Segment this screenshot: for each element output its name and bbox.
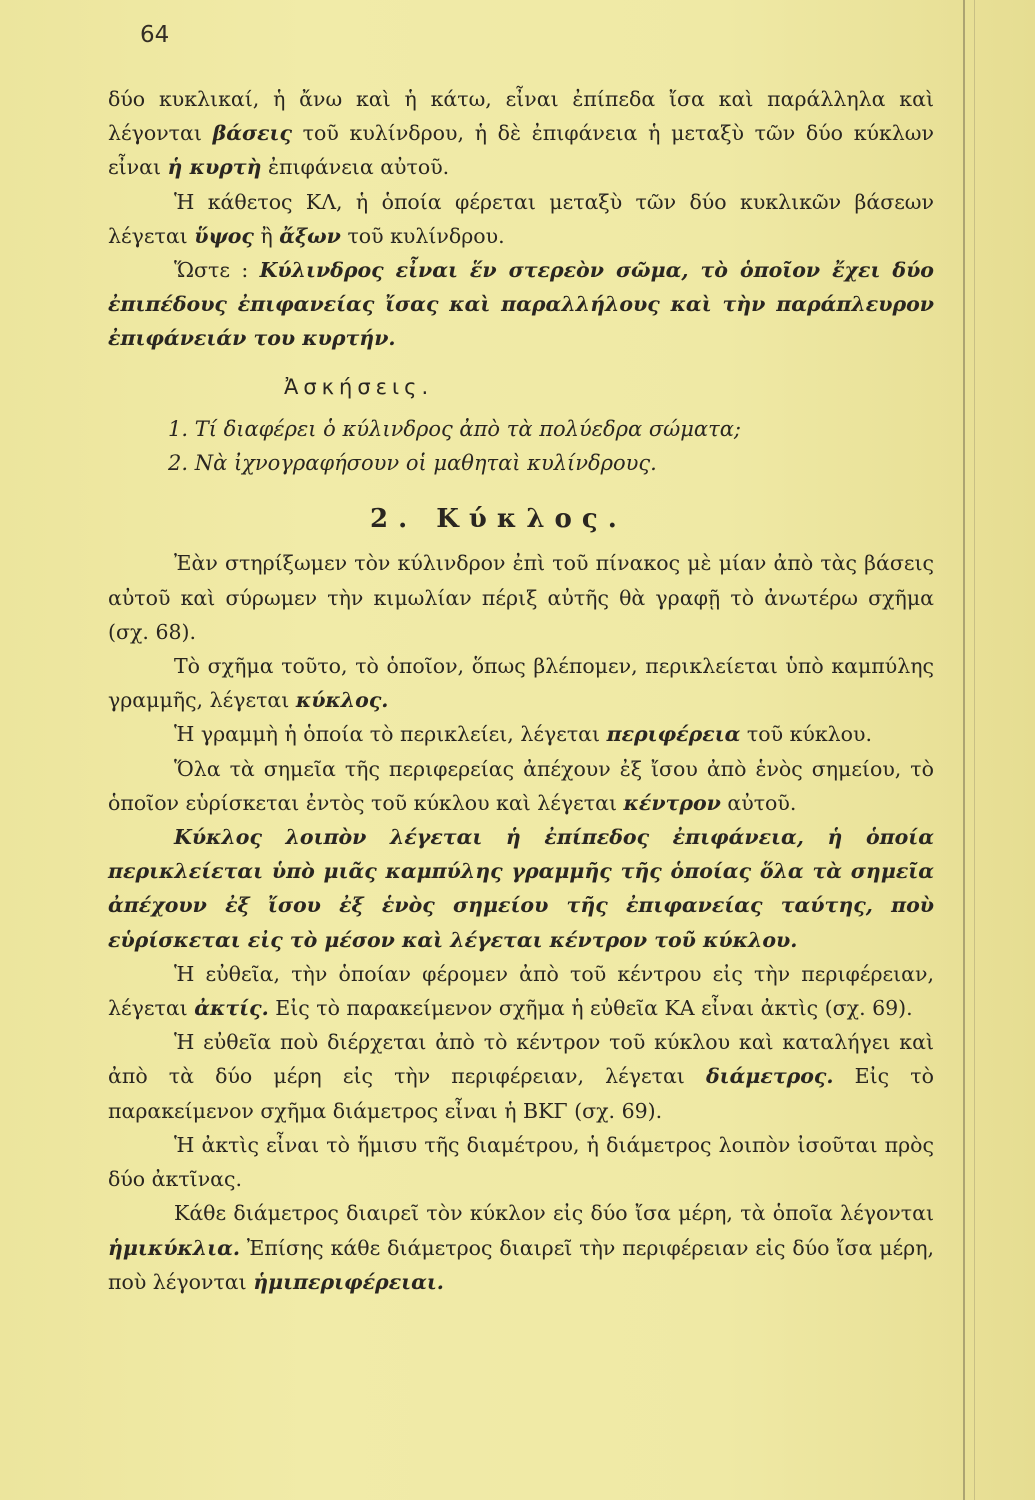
term-center: κέντρον xyxy=(623,790,721,815)
section-title: 2. Κύκλος. xyxy=(370,504,627,535)
text-run: ἢ xyxy=(253,223,280,248)
text-run: Ἡ κάθετος ΚΛ, ἡ ὁποία φέρεται μεταξὺ τῶν δύο κυκλικῶν βάσεων λέγεται xyxy=(108,189,934,248)
term-circumference: περιφέρεια xyxy=(606,722,741,747)
term-semicircles: ἡμικύκλια. xyxy=(108,1235,240,1260)
exercises-heading: Ἀσκήσεις. xyxy=(284,374,434,399)
text-run: Ἡ εὐθεῖα, τὴν ὁποίαν φέρομεν ἀπὸ τοῦ κέντρου εἰς τὴν περιφέρειαν, λέγεται xyxy=(108,961,934,1021)
term-semicircumferences: ἡμιπεριφέρειαι. xyxy=(253,1269,444,1294)
term-radius: ἀκτίς. xyxy=(194,996,269,1021)
term-bases: βάσεις xyxy=(212,121,292,146)
paragraph-radius xyxy=(108,957,934,1025)
text-run: Ὥστε : xyxy=(174,258,260,283)
text-run: τοῦ κύκλου. xyxy=(740,722,872,747)
text-run: Ἡ γραμμὴ ἡ ὁποία τὸ περικλείει, λέγεται xyxy=(174,722,607,747)
text-run: Κάθε διάμετρος διαιρεῖ τὸν κύκλον εἰς δύο ἴσα μέρη, τὰ ὁποῖα λέγονται xyxy=(174,1201,934,1226)
paragraph-center xyxy=(108,752,934,820)
paragraph-cylinder-definition xyxy=(108,253,934,356)
text-run: ἐπιφάνεια αὐτοῦ. xyxy=(261,155,450,180)
text-run: Ἐπίσης κάθε διάμετρος διαιρεῖ τὴν περιφέρειαν εἰς δύο ἴσα μέρη, ποὺ λέγονται xyxy=(108,1235,934,1294)
text-run: Ὅλα τὰ σημεῖα τῆς περιφερείας ἀπέχουν ἐξ ἴσου ἀπὸ ἑνὸς σημείου, τὸ ὁποῖον εὑρίσκεται ἐντὸς τοῦ κύκλου καὶ λέγεται xyxy=(108,756,934,815)
text-run: Εἰς τὸ παρακείμενον σχῆμα ἡ εὐθεῖα ΚΑ εἶναι ἀκτὶς (σχ. 69). xyxy=(268,996,913,1021)
text-run: Εἰς τὸ παρακείμενον σχῆμα διάμετρος εἶναι ἡ ΒΚΓ (σχ. 69). xyxy=(108,1064,934,1123)
paragraph-radius-diameter: Ἡ ἀκτὶς εἶναι τὸ ἥμισυ τῆς διαμέτρου, ἡ διάμετρος λοιπὸν ἰσοῦται πρὸς δύο ἀκτῖνας. xyxy=(108,1132,934,1192)
paragraph-bases xyxy=(108,82,934,185)
page-body xyxy=(108,82,934,1299)
term-height: ὕψος xyxy=(194,223,254,248)
circle-definition: Κύκλος λοιπὸν λέγεται ἡ ἐπίπεδος ἐπιφάνεια, ἡ ὁποία περικλείεται ὑπὸ μιᾶς καμπύλης γραμμῆς τῆς ὁποίας ὅλα τὰ σημεῖα ἀπέχουν ἐξ ἴσου ἐξ ἑνὸς σημείου τῆς ἐπιφανείας ταύτης, ποὺ εὑρίσκεται εἰς τὸ μέσον καὶ λέγεται κέντρον τοῦ κύκλου. xyxy=(108,825,934,952)
page-number: 64 xyxy=(140,22,170,48)
text-run: δύο κυκλικαί, ἡ ἄνω καὶ ἡ κάτω, εἶναι ἐπίπεδα ἴσα καὶ παράλληλα καὶ λέγονται xyxy=(108,87,934,146)
exercise-item: 1. Τί διαφέρει ὁ κύλινδρος ἀπὸ τὰ πολύεδρα σώματα; xyxy=(168,416,741,441)
paragraph-circumference xyxy=(108,717,934,751)
term-diameter: διάμετρος. xyxy=(705,1064,834,1089)
paragraph-diameter xyxy=(108,1025,934,1128)
text-run: τοῦ κυλίνδρου, ἡ δὲ ἐπιφάνεια ἡ μεταξὺ τῶν δύο κύκλων εἶναι xyxy=(108,121,934,180)
paragraph-semicircles xyxy=(108,1196,934,1299)
cylinder-definition: Κύλινδρος εἶναι ἕν στερεὸν σῶμα, τὸ ὁποῖον ἔχει δύο ἐπιπέδους ἐπιφανείας ἴσας καὶ παραλλήλους καὶ τὴν παράπλευρον ἐπιφάνειάν του κυρτήν. xyxy=(108,258,934,351)
term-convex: ἡ κυρτὴ xyxy=(167,155,262,180)
term-axis: ἄξων xyxy=(279,223,341,248)
text-run: Τὸ σχῆμα τοῦτο, τὸ ὁποῖον, ὅπως βλέπομεν, περικλείεται ὑπὸ καμπύλης γραμμῆς, λέγεται xyxy=(108,654,934,713)
page-edge-line xyxy=(963,0,965,1500)
paragraph-height xyxy=(108,185,934,253)
page-edge-line-secondary xyxy=(974,0,975,1500)
text-run: Ἡ εὐθεῖα ποὺ διέρχεται ἀπὸ τὸ κέντρον τοῦ κύκλου καὶ καταλήγει καὶ ἀπὸ τὰ δύο μέρη εἰς τὴν περιφέρειαν, λέγεται xyxy=(108,1030,934,1089)
paragraph-circle-intro: Ἐὰν στηρίξωμεν τὸν κύλινδρον ἐπὶ τοῦ πίνακος μὲ μίαν ἀπὸ τὰς βάσεις αὐτοῦ καὶ σύρωμεν τὴν κιμωλίαν πέριξ αὐτῆς θὰ γραφῇ τὸ ἀνωτέρω σχῆμα (σχ. 68). xyxy=(108,551,934,644)
paragraph-circle-name xyxy=(108,649,934,717)
text-run: τοῦ κυλίνδρου. xyxy=(340,223,505,248)
text-run: αὐτοῦ. xyxy=(720,790,797,815)
term-circle: κύκλος. xyxy=(295,688,389,713)
exercise-item: 2. Νὰ ἰχνογραφήσουν οἱ μαθηταὶ κυλίνδρους. xyxy=(168,451,657,476)
